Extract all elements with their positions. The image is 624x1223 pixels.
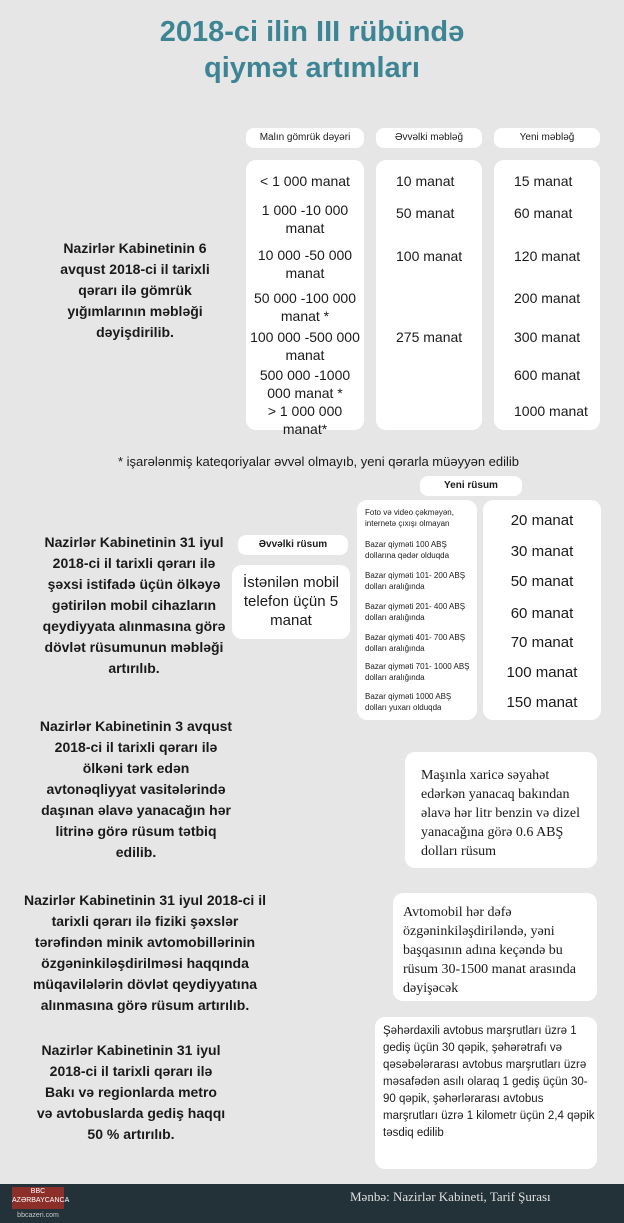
customs-value-0: < 1 000 manat — [260, 173, 350, 189]
customs-new-4: 300 manat — [514, 329, 581, 345]
customs-value-2: 10 000 -50 000 manat — [257, 247, 353, 281]
transport-detail: Şəhərdaxili avtobus marşrutları üzrə 1 gediş üçün 30 qəpik, şəhərətrafı və qəsəbələrarası avtobus marşrutları üzrə məsafədən asılı olaraq 1 gediş üçün 30-90 qəpik, şəhərlərarası avtobus marşrutları üzrə 1 kilometr üçün 2,4 qəpik təsdiq edilib — [383, 1025, 595, 1139]
mobile-category-4: Bazar qiyməti 401- 700 ABŞ dolları aralığında — [365, 633, 466, 653]
mobile-category-3: Bazar qiyməti 201- 400 ABŞ dolları aralığında — [365, 602, 466, 622]
customs-value-5: 500 000 -1000 000 manat * — [259, 367, 351, 401]
mobile-fee-6: 150 manat — [506, 694, 578, 711]
mobile-old-box — [232, 565, 350, 639]
mobile-new-header: Yeni rüsum — [420, 476, 522, 496]
mobile-old-value: İstənilən mobil telefon üçün 5 manat — [243, 574, 339, 629]
customs-header-new: Yeni məbləğ — [494, 128, 600, 148]
customs-old-4: 275 manat — [396, 329, 463, 345]
cars-description: Nazirlər Kabinetinin 31 iyul 2018-ci il tarixli qərarı ilə fiziki şəxslər tərəfindən minik avtomobillərinin özgəninkiləşdirilməsi haqqında müqavilələrin dövlət qeydiyyatına alınmasına görə rüsum artırılıb. — [24, 892, 266, 1013]
bbc-logo: BBC AZƏRBAYCANCA — [12, 1187, 64, 1209]
mobile-category-1: Bazar qiyməti 100 ABŞ dollarına qədər olduqda — [365, 540, 450, 560]
customs-value-3: 50 000 -100 000 manat * — [254, 290, 356, 324]
customs-new-0: 15 manat — [514, 173, 573, 189]
customs-old-0: 10 manat — [396, 173, 455, 189]
customs-new-3: 200 manat — [514, 290, 581, 306]
customs-value-column — [246, 160, 364, 437]
mobile-fee-0: 20 manat — [510, 512, 574, 529]
fuel-detail: Maşınla xaricə səyahət edərkən yanacaq bakından əlavə hər litr benzin və dizel yanacağına görə 0.6 ABŞ dolları rüsum — [421, 768, 580, 859]
mobile-category-2: Bazar qiyməti 101- 200 ABŞ dolları aralığında — [365, 571, 466, 591]
customs-description: Nazirlər Kabinetinin 6 avqust 2018-ci il tarixli qərarı ilə gömrük yığımlarının məbləği dəyişdirilib. — [60, 240, 210, 340]
customs-new-1: 60 manat — [514, 205, 573, 221]
mobile-fee-4: 70 manat — [510, 634, 574, 651]
mobile-description: Nazirlər Kabinetinin 31 iyul 2018-ci il tarixli qərarı ilə şəxsi istifadə üçün ölkəyə gətirilən mobil cihazların qeydiyyata alınmasına görə dövlət rüsumunun məbləği artırılıb. — [42, 534, 226, 676]
customs-value-6: > 1 000 000 manat* — [267, 403, 343, 437]
customs-footnote: * işarələnmiş kateqoriyalar əvvəl olmayıb, yeni qərarla müəyyən edilib — [118, 454, 520, 469]
mobile-fee-column — [483, 500, 601, 720]
page-title — [0, 14, 624, 86]
customs-old-column — [376, 160, 482, 430]
customs-header-old: Əvvəlki məbləğ — [376, 128, 482, 148]
fuel-description: Nazirlər Kabinetinin 3 avqust 2018-ci il tarixli qərarı ilə ölkəni tərk edən avtonəqliyyat vasitələrində daşınan əlavə yanacağın hər litrinə görə rüsum tətbiq edilib. — [39, 718, 233, 860]
title-line-2: qiymət artımları — [204, 52, 420, 84]
mobile-fee-5: 100 manat — [506, 664, 578, 681]
customs-old-2: 100 manat — [396, 248, 463, 264]
customs-value-1: 1 000 -10 000 manat — [261, 202, 349, 236]
transport-description: Nazirlər Kabinetinin 31 iyul 2018-ci il tarixli qərarı ilə Bakı və regionlarda metro və avtobuslarda gediş haqqı 50 % artırılıb. — [36, 1042, 226, 1142]
mobile-category-5: Bazar qiyməti 701- 1000 ABŞ dolları aralığında — [365, 662, 470, 682]
mobile-fee-3: 60 manat — [510, 605, 574, 622]
customs-new-column — [494, 160, 600, 430]
transport-detail-box — [375, 1017, 597, 1169]
customs-new-6: 1000 manat — [514, 403, 588, 419]
cars-detail-box — [393, 893, 597, 1001]
mobile-category-column — [357, 500, 477, 720]
fuel-detail-box — [405, 752, 597, 868]
source-text: Mənbə: Nazirlər Kabineti, Tarif Şurası — [350, 1189, 551, 1204]
customs-old-1: 50 manat — [396, 205, 455, 221]
mobile-fee-2: 50 manat — [510, 573, 574, 590]
mobile-category-0: Foto və video çəkməyən, internetə çıxışı olmayan — [365, 508, 454, 528]
customs-header-value: Malın gömrük dəyəri — [246, 128, 364, 148]
title-line-1: 2018-ci ilin III rübündə — [159, 16, 465, 48]
mobile-fee-1: 30 manat — [510, 543, 574, 560]
mobile-category-6: Bazar qiyməti 1000 ABŞ dolları yuxarı olduqda — [365, 692, 452, 712]
cars-detail: Avtomobil hər dəfə özgəninkiləşdiriləndə, yəni başqasının adına keçəndə bu rüsum 30-1500 manat arasında dəyişəcək — [403, 905, 577, 996]
customs-new-2: 120 manat — [514, 248, 581, 264]
customs-new-5: 600 manat — [514, 367, 581, 383]
logo-url: bbcazeri.com — [17, 1212, 59, 1219]
customs-value-4: 100 000 -500 000 manat — [250, 329, 360, 363]
mobile-old-header: Əvvəlki rüsum — [238, 535, 348, 555]
